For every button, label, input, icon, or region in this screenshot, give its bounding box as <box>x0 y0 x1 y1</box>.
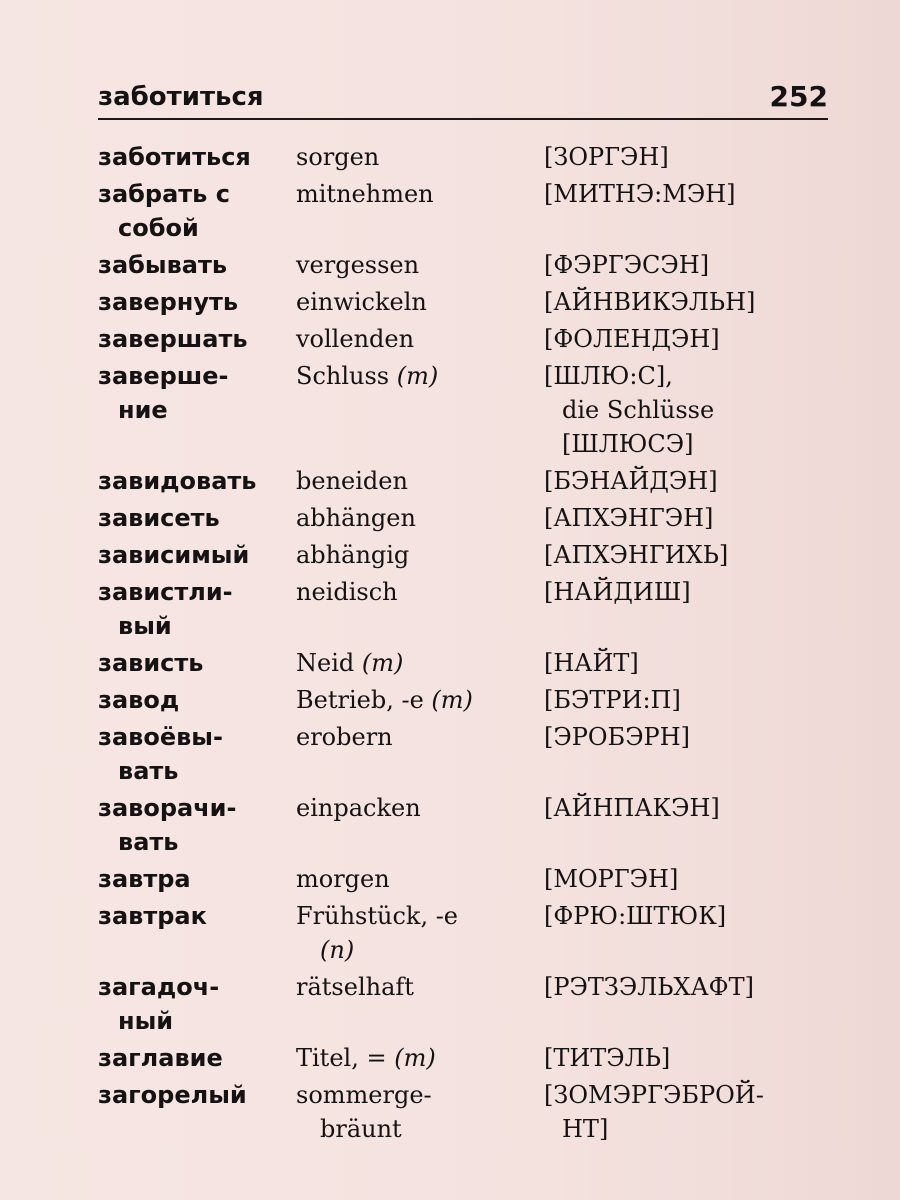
headword <box>98 464 288 498</box>
german-translation-line: Neid (m) <box>296 649 404 677</box>
pronunciation-line: НТ] <box>562 1115 609 1143</box>
headword-line: ный <box>118 1007 174 1035</box>
pronunciation-line: [МИТНЭ:МЭН] <box>544 180 736 208</box>
headword <box>98 791 288 859</box>
dictionary-entry <box>98 359 838 462</box>
german-translation <box>296 683 536 717</box>
headword-line: завод <box>98 686 180 714</box>
dictionary-entry <box>98 464 838 499</box>
headword <box>98 501 288 535</box>
headword <box>98 177 288 245</box>
headword <box>98 720 288 788</box>
pronunciation-line: [НАЙТ] <box>544 649 639 677</box>
pronunciation-line: [ШЛЮ:С], <box>544 362 673 390</box>
pronunciation <box>544 140 844 174</box>
pronunciation-line: [АПХЭНГИХЬ] <box>544 541 729 569</box>
headword-line: зависть <box>98 649 204 677</box>
pronunciation-line: [АПХЭНГЭН] <box>544 504 714 532</box>
pronunciation <box>544 464 844 498</box>
dictionary-entry <box>98 646 838 681</box>
pronunciation-line: [ЭРОБЭРН] <box>544 723 690 751</box>
german-translation <box>296 464 536 498</box>
headword-line: загадоч- <box>98 973 220 1001</box>
dictionary-entry <box>98 322 838 357</box>
headword <box>98 538 288 572</box>
pronunciation <box>544 501 844 535</box>
headword-line: заботиться <box>98 143 251 171</box>
pronunciation-line: [ФРЮ:ШТЮК] <box>544 902 727 930</box>
german-translation-line: beneiden <box>296 467 408 495</box>
german-translation-line: mitnehmen <box>296 180 434 208</box>
german-translation-line: bräunt <box>320 1115 402 1143</box>
pronunciation <box>544 970 844 1004</box>
headword <box>98 862 288 896</box>
german-translation <box>296 791 536 825</box>
german-translation-line: einwickeln <box>296 288 427 316</box>
headword-line: зависимый <box>98 541 250 569</box>
german-translation <box>296 359 536 393</box>
headword <box>98 359 288 427</box>
pronunciation <box>544 646 844 680</box>
dictionary-entry <box>98 791 838 860</box>
pronunciation-line: [АЙНПАКЭН] <box>544 794 720 822</box>
german-translation <box>296 646 536 680</box>
headword <box>98 899 288 933</box>
german-translation <box>296 248 536 282</box>
headword <box>98 1078 288 1112</box>
german-translation-line: rätselhaft <box>296 973 414 1001</box>
pronunciation-line: [РЭТЗЭЛЬХАФТ] <box>544 973 754 1001</box>
dictionary-entry <box>98 970 838 1039</box>
german-translation-line: neidisch <box>296 578 398 606</box>
pronunciation <box>544 575 844 609</box>
german-translation <box>296 899 536 967</box>
headword-line: завистли- <box>98 578 233 606</box>
dictionary-entry <box>98 1041 838 1076</box>
pronunciation <box>544 538 844 572</box>
german-translation-line: Titel, = (m) <box>296 1044 436 1072</box>
german-translation <box>296 285 536 319</box>
german-translation-line: vollenden <box>296 325 415 353</box>
german-translation <box>296 140 536 174</box>
headword-line: забрать с <box>98 180 230 208</box>
headword-line: зависеть <box>98 504 220 532</box>
headword-line: завтрак <box>98 902 207 930</box>
german-translation-line: Frühstück, -e <box>296 902 459 930</box>
german-translation-line: erobern <box>296 723 393 751</box>
german-translation <box>296 720 536 754</box>
headword-line: загорелый <box>98 1081 247 1109</box>
headword-line: вать <box>118 828 179 856</box>
headword-line: заворачи- <box>98 794 237 822</box>
dictionary-entry <box>98 862 838 897</box>
pronunciation <box>544 1078 844 1146</box>
german-translation-line: Schluss (m) <box>296 362 439 390</box>
headword <box>98 575 288 643</box>
pronunciation-line: die Schlüsse <box>562 396 715 424</box>
headword-line: заверше- <box>98 362 229 390</box>
pronunciation-line: [ФОЛЕНДЭН] <box>544 325 720 353</box>
pronunciation <box>544 720 844 754</box>
pronunciation <box>544 359 844 461</box>
pronunciation-line: [ФЭРГЭСЭН] <box>544 251 710 279</box>
headword-line: завидовать <box>98 467 257 495</box>
german-translation <box>296 177 536 211</box>
pronunciation-line: [НАЙДИШ] <box>544 578 691 606</box>
headword-line: завернуть <box>98 288 239 316</box>
pronunciation <box>544 177 844 211</box>
pronunciation <box>544 285 844 319</box>
pronunciation-line: [АЙНВИКЭЛЬН] <box>544 288 756 316</box>
running-head: заботиться <box>98 82 264 112</box>
dictionary-entry <box>98 501 838 536</box>
german-translation <box>296 575 536 609</box>
german-translation-line: (n) <box>320 936 355 964</box>
headword <box>98 322 288 356</box>
pronunciation-line: [ЗОМЭРГЭБРОЙ- <box>544 1081 764 1109</box>
german-translation <box>296 970 536 1004</box>
headword-line: завтра <box>98 865 191 893</box>
dictionary-entry <box>98 177 838 246</box>
pronunciation <box>544 1041 844 1075</box>
german-translation-line: sorgen <box>296 143 380 171</box>
pronunciation <box>544 862 844 896</box>
headword-line: ние <box>118 396 168 424</box>
german-translation <box>296 1041 536 1075</box>
german-translation-line: abhängen <box>296 504 416 532</box>
dictionary-entry <box>98 720 838 789</box>
german-translation <box>296 538 536 572</box>
headword <box>98 1041 288 1075</box>
dictionary-entry <box>98 538 838 573</box>
headword-line: забывать <box>98 251 228 279</box>
german-translation-line: einpacken <box>296 794 421 822</box>
german-translation-line: vergessen <box>296 251 420 279</box>
pronunciation-line: [ТИТЭЛЬ] <box>544 1044 671 1072</box>
dictionary-entry <box>98 248 838 283</box>
headword <box>98 140 288 174</box>
dictionary-entry <box>98 1078 838 1147</box>
pronunciation <box>544 683 844 717</box>
headword-line: собой <box>118 214 199 242</box>
headword <box>98 970 288 1038</box>
pronunciation <box>544 248 844 282</box>
pronunciation <box>544 791 844 825</box>
entry-list <box>98 140 838 1149</box>
dictionary-entry <box>98 285 838 320</box>
headword-line: вый <box>118 612 172 640</box>
page-header <box>98 78 828 120</box>
pronunciation <box>544 322 844 356</box>
german-translation-line: morgen <box>296 865 390 893</box>
headword <box>98 646 288 680</box>
headword-line: завершать <box>98 325 248 353</box>
headword-line: вать <box>118 757 179 785</box>
page-number: 252 <box>769 80 828 113</box>
german-translation <box>296 501 536 535</box>
dictionary-entry <box>98 899 838 968</box>
german-translation-line: abhängig <box>296 541 410 569</box>
pronunciation-line: [БЭТРИ:П] <box>544 686 681 714</box>
pronunciation-line: [МОРГЭН] <box>544 865 679 893</box>
german-translation <box>296 322 536 356</box>
pronunciation-line: [ШЛЮСЭ] <box>562 430 694 458</box>
headword-line: завоёвы- <box>98 723 223 751</box>
pronunciation-line: [БЭНАЙДЭН] <box>544 467 718 495</box>
pronunciation <box>544 899 844 933</box>
headword <box>98 683 288 717</box>
dictionary-entry <box>98 575 838 644</box>
german-translation <box>296 862 536 896</box>
headword-line: заглавие <box>98 1044 223 1072</box>
german-translation-line: Betrieb, -e (m) <box>296 686 473 714</box>
pronunciation-line: [ЗОРГЭН] <box>544 143 669 171</box>
dictionary-entry <box>98 140 838 175</box>
dictionary-entry <box>98 683 838 718</box>
german-translation <box>296 1078 536 1146</box>
headword <box>98 285 288 319</box>
headword <box>98 248 288 282</box>
german-translation-line: sommerge- <box>296 1081 432 1109</box>
